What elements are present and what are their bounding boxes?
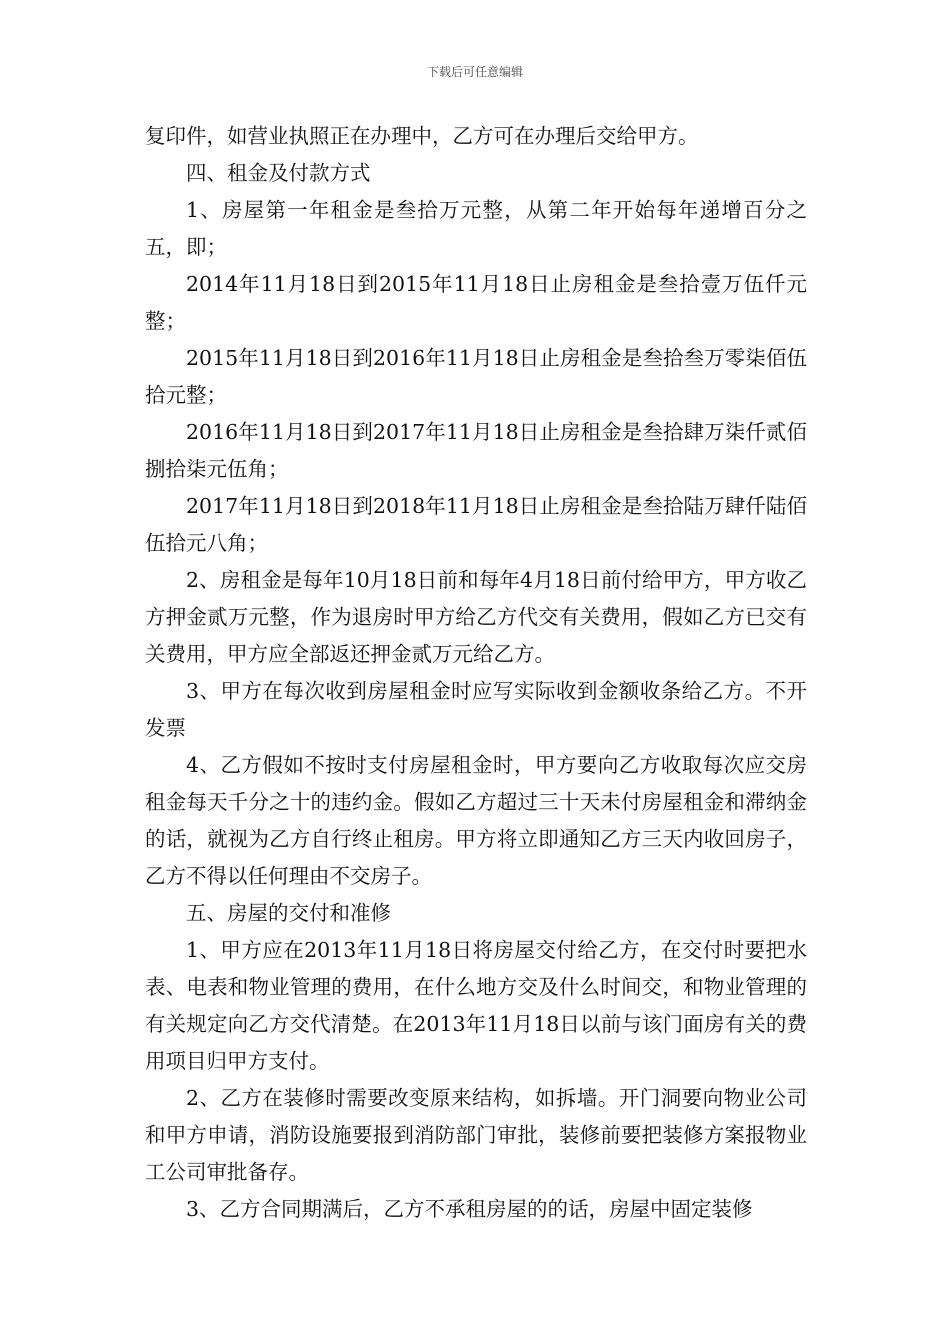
page-header: 下载后可任意编辑 <box>426 65 523 79</box>
document-body <box>145 118 807 1228</box>
paragraph: 3、乙方合同期满后，乙方不承租房屋的的话，房屋中固定装修 <box>186 1197 753 1221</box>
paragraph: 2015年11月18日到2016年11月18日止房租金是叁拾叁万零柒佰伍拾元整； <box>145 346 807 407</box>
paragraph: 2017年11月18日到2018年11月18日止房租金是叁拾陆万肆仟陆佰伍拾元八角； <box>145 494 807 555</box>
section-heading: 五、房屋的交付和准修 <box>186 901 391 925</box>
paragraph: 1、房屋第一年租金是叁拾万元整，从第二年开始每年递增百分之五，即； <box>145 198 807 259</box>
paragraph: 1、甲方应在2013年11月18日将房屋交付给乙方，在交付时要把水表、电表和物业管理的费用，在什么地方交及什么时间交，和物业管理的有关规定向乙方交代清楚。在2013年11月18日以前与该门面房有关的费用项目归甲方支付。 <box>145 938 807 1073</box>
paragraph: 3、甲方在每次收到房屋租金时应写实际收到金额收条给乙方。不开发票 <box>145 679 807 740</box>
paragraph: 2016年11月18日到2017年11月18日止房租金是叁拾肆万柒仟贰佰捌拾柒元伍角； <box>145 420 807 481</box>
paragraph: 2、房租金是每年10月18日前和每年4月18日前付给甲方，甲方收乙方押金贰万元整，作为退房时甲方给乙方代交有关费用，假如乙方已交有关费用，甲方应全部返还押金贰万元给乙方。 <box>145 568 807 666</box>
paragraph: 4、乙方假如不按时支付房屋租金时，甲方要向乙方收取每次应交房租金每天千分之十的违约金。假如乙方超过三十天未付房屋租金和滞纳金的话，就视为乙方自行终止租房。甲方将立即通知乙方三天内收回房子，乙方不得以任何理由不交房子。 <box>145 753 807 888</box>
paragraph: 2、乙方在装修时需要改变原来结构，如拆墙。开门洞要向物业公司和甲方申请，消防设施要报到消防部门审批，装修前要把装修方案报物业工公司审批备存。 <box>145 1086 807 1184</box>
paragraph: 2014年11月18日到2015年11月18日止房租金是叁拾壹万伍仟元整； <box>145 272 807 333</box>
section-heading: 四、租金及付款方式 <box>186 161 371 185</box>
paragraph: 复印件，如营业执照正在办理中，乙方可在办理后交给甲方。 <box>145 124 699 148</box>
